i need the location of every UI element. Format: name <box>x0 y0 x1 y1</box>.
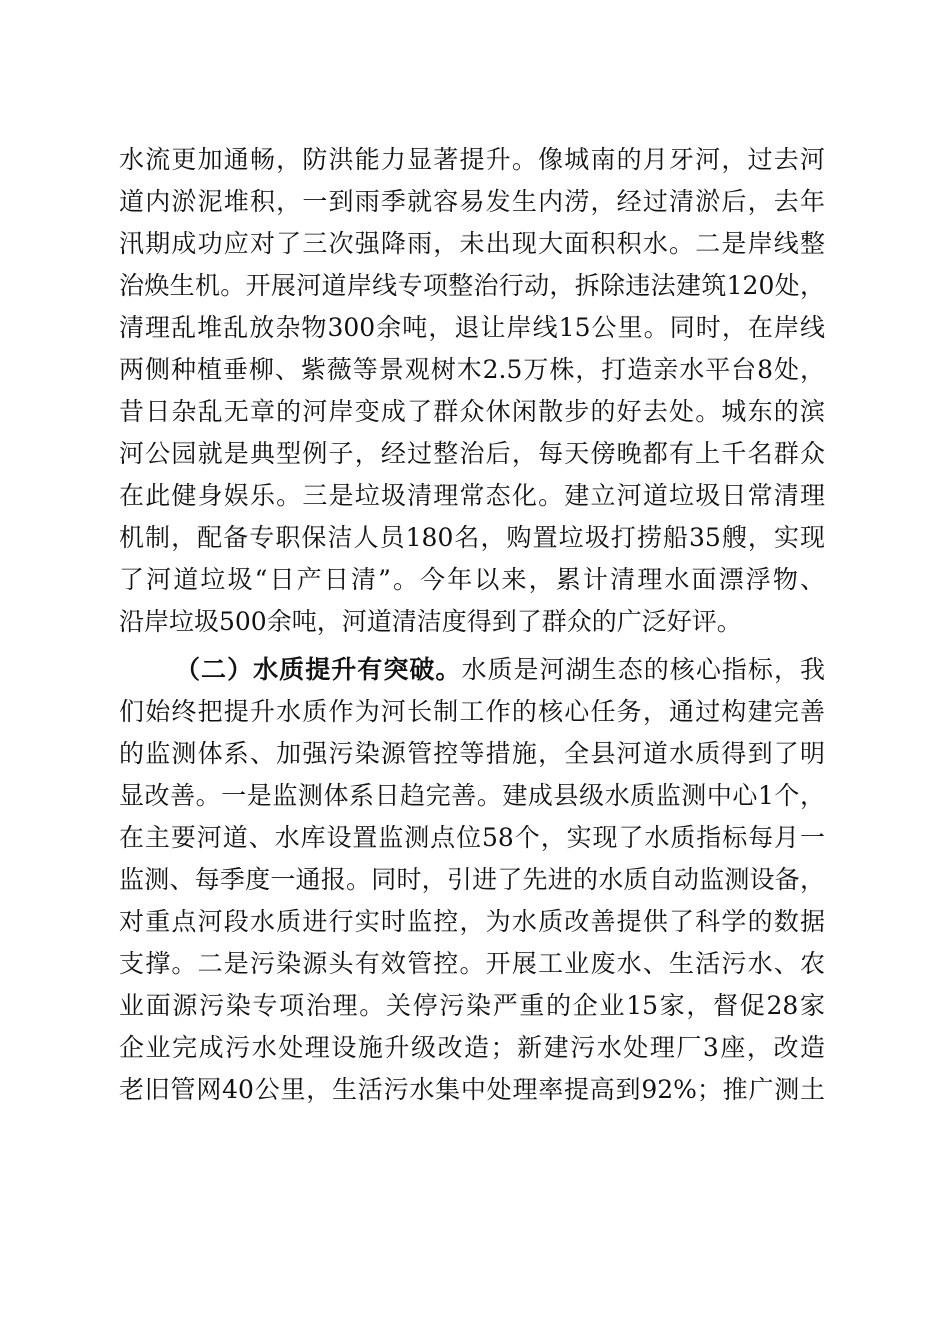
text-line: 业面源污染专项治理。关停污染严重的企业15家，督促28家 <box>119 991 825 1020</box>
text-line: 河公园就是典型例子，经过整治后，每天傍晚都有上千名群众 <box>119 439 825 468</box>
section-heading: （二）水质提升有突破。 <box>175 655 462 684</box>
text-line: 两侧种植垂柳、紫薇等景观树木2.5万株，打造亲水平台8处， <box>119 355 825 384</box>
text-line: 昔日杂乱无章的河岸变成了群众休闲散步的好去处。城东的滨 <box>119 397 825 426</box>
text-line: 汛期成功应对了三次强降雨，未出现大面积积水。二是岸线整 <box>119 229 825 258</box>
section-text: 水质是河湖生态的核心指标，我 <box>461 655 825 684</box>
text-line: 治焕生机。开展河道岸线专项整治行动，拆除违法建筑120处， <box>119 271 825 300</box>
text-line: 在此健身娱乐。三是垃圾清理常态化。建立河道垃圾日常清理 <box>119 481 825 510</box>
text-line: 的监测体系、加强污染源管控等措施，全县河道水质得到了明 <box>119 739 825 768</box>
text-line: 在主要河道、水库设置监测点位58个，实现了水质指标每月一 <box>119 823 825 852</box>
text-line: 了河道垃圾“日产日清”。今年以来，累计清理水面漂浮物、 <box>119 565 825 594</box>
text-line: 对重点河段水质进行实时监控，为水质改善提供了科学的数据 <box>119 907 825 936</box>
text-line: 沿岸垃圾500余吨，河道清洁度得到了群众的广泛好评。 <box>119 607 742 636</box>
text-line: 水流更加通畅，防洪能力显著提升。像城南的月牙河，过去河 <box>119 145 825 174</box>
text-line: 支撑。二是污染源头有效管控。开展工业废水、生活污水、农 <box>119 949 825 978</box>
text-line: 机制，配备专职保洁人员180名，购置垃圾打捞船35艘，实现 <box>119 523 825 552</box>
text-line: 监测、每季度一通报。同时，引进了先进的水质自动监测设备， <box>119 865 825 894</box>
section-paragraph-first-line <box>175 650 825 690</box>
text-line: 显改善。一是监测体系日趋完善。建成县级水质监测中心1个， <box>119 781 825 810</box>
text-line: 老旧管网40公里，生活污水集中处理率提高到92%；推广测土 <box>119 1075 825 1104</box>
text-line: 清理乱堆乱放杂物300余吨，退让岸线15公里。同时，在岸线 <box>119 313 825 342</box>
text-line: 们始终把提升水质作为河长制工作的核心任务，通过构建完善 <box>119 697 825 726</box>
text-line: 企业完成污水处理设施升级改造；新建污水处理厂3座，改造 <box>119 1033 825 1062</box>
text-line: 道内淤泥堆积，一到雨季就容易发生内涝，经过清淤后，去年 <box>119 187 825 216</box>
